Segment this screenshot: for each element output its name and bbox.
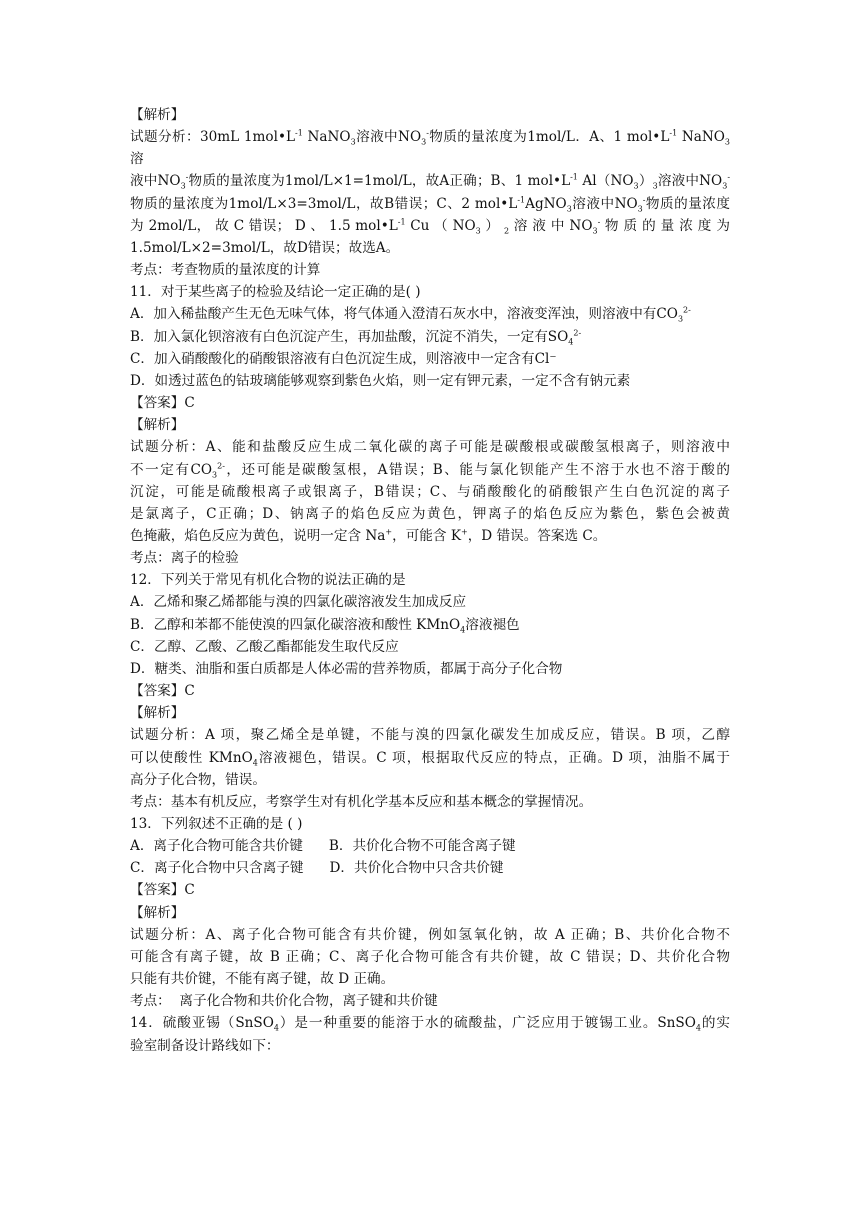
answer: 【答案】C [130, 683, 195, 700]
analysis-text: 为 2mol/L， 故 C 错误； D 、 1.5 $mol•L^{-1}$ Cu （ $NO_3$ ） $_2$ 溶 液 中 $NO_3^-$ 物 质 的 量 浓 度 为 [130, 217, 730, 236]
option-a: A．乙烯和聚乙烯都能与溴的四氯化碳溶液发生加成反应 [130, 594, 467, 611]
analysis-label: 【解析】 [130, 417, 185, 434]
analysis-label: 【解析】 [130, 107, 185, 123]
question-stem: 13．下列叙述不正确的是 ( ) [130, 816, 303, 832]
question-stem: 14．硫酸亚锡（SnSO$_4$）是一种重要的能溶于水的硫酸盐，广泛应用于镀锡工业。SnSO$_4$的实 [130, 1015, 730, 1034]
analysis-text: 1.5mol/L×2=3mol/L，故D错误；故选A。 [130, 239, 400, 256]
analysis-text: 可能含有离子键，故 B 正确；C、离子化合物可能含有共价键，故 C 错误；D、共价化合物 [130, 948, 730, 965]
analysis-text: 不一定有$CO_3^{2-}$，还可能是碳酸氢根，A错误；B、能与氯化钡能产生不溶于水也不溶于酸的 [130, 460, 730, 480]
answer: 【答案】C [130, 882, 195, 899]
option-b: B．乙醇和苯都不能使溴的四氯化碳溶液和酸性 KMnO$_4$溶液褪色 [130, 616, 520, 635]
analysis-text: 只能有共价键，不能有离子键，故 D 正确。 [130, 971, 395, 988]
analysis-text: 沉淀，可能是硫酸根离子或银离子，B错误；C、与硝酸酸化的硝酸银产生白色沉淀的离子 [130, 483, 730, 500]
analysis-text: 高分子化合物，错误。 [130, 771, 266, 788]
knowledge-point: 考点：离子的检验 [130, 550, 239, 567]
option-c: C．加入硝酸酸化的硝酸银溶液有白色沉淀生成，则溶液中一定含有Cl⁻ [130, 350, 557, 367]
knowledge-point: 考点：考查物质的量浓度的计算 [130, 262, 321, 279]
question-stem: 验室制备设计路线如下： [130, 1037, 280, 1054]
option-b: B．加入氯化钡溶液有白色沉淀产生，再加盐酸，沉淀不消失，一定有$SO_4^{2-}$ [130, 328, 582, 347]
analysis-text: 液中$NO_3^-$物质的量浓度为1mol/L×1=1mol/L，故A正确；B、1 $mol•L^{-1}$ $Al(NO_3)_3$溶液中$NO_3^-$ [130, 172, 730, 192]
knowledge-point: 考点： 离子化合物和共价化合物，离子键和共价键 [130, 993, 438, 1010]
option-c: C．乙醇、乙酸、乙酸乙酯都能发生取代反应 [130, 638, 399, 655]
analysis-text: 试题分析：A、离子化合物可能含有共价键，例如氢氧化钠，故 A 正确；B、共价化合物不 [130, 926, 730, 943]
analysis-text: 可以使酸性 KMnO$_4$溶液褪色，错误。C 项，根据取代反应的特点，正确。D 项，油脂不属于 [130, 749, 730, 768]
document-page [130, 104, 730, 1057]
analysis-text: 色掩蔽，焰色反应为黄色，说明一定含 Na+，可能含 K+，D 错误。答案选 C。 [130, 527, 607, 544]
analysis-text: 试题分析：30mL $1mol•L^{-1}$ NaNO$_3$溶液中$NO_3^-$物质的量浓度为1mol/L．A、1 $mol•L^{-1}$ NaNO$_3$溶 [130, 128, 730, 168]
option-a: A．加入稀盐酸产生无色无味气体，将气体通入澄清石灰水中，溶液变浑浊，则溶液中有$CO_3^{2-}$ [130, 305, 691, 325]
options-row: A．离子化合物可能含共价键 B．共价化合物不可能含离子键 [130, 838, 516, 855]
analysis-text: 试题分析：A 项，聚乙烯全是单键，不能与溴的四氯化碳发生加成反应，错误。B 项，乙醇 [130, 727, 730, 744]
analysis-text: 是氯离子，C正确；D、钠离子的焰色反应为黄色，钾离子的焰色反应为紫色，紫色会被黄 [130, 505, 730, 522]
answer: 【答案】C [130, 395, 195, 412]
question-stem: 11．对于某些离子的检验及结论一定正确的是( ) [130, 284, 421, 301]
analysis-label: 【解析】 [130, 705, 185, 722]
knowledge-point: 考点：基本有机反应，考察学生对有机化学基本反应和基本概念的掌握情况。 [130, 793, 593, 810]
analysis-text: 物质的量浓度为1mol/L×3=3mol/L，故B错误；C、2 $mol•L^{-1}AgNO_3$溶液中$NO_3^-$物质的量浓度 [130, 195, 730, 214]
option-d: D．如透过蓝色的钴玻璃能够观察到紫色火焰，则一定有钾元素，一定不含有钠元素 [130, 372, 631, 389]
options-row: C．离子化合物中只含离子键 D．共价化合物中只含共价键 [130, 860, 504, 877]
option-d: D．糖类、油脂和蛋白质都是人体必需的营养物质，都属于高分子化合物 [130, 660, 563, 677]
question-stem: 12．下列关于常见有机化合物的说法正确的是 [130, 572, 406, 589]
analysis-label: 【解析】 [130, 904, 185, 921]
analysis-text: 试题分析：A、能和盐酸反应生成二氧化碳的离子可能是碳酸根或碳酸氢根离子，则溶液中 [130, 439, 730, 456]
